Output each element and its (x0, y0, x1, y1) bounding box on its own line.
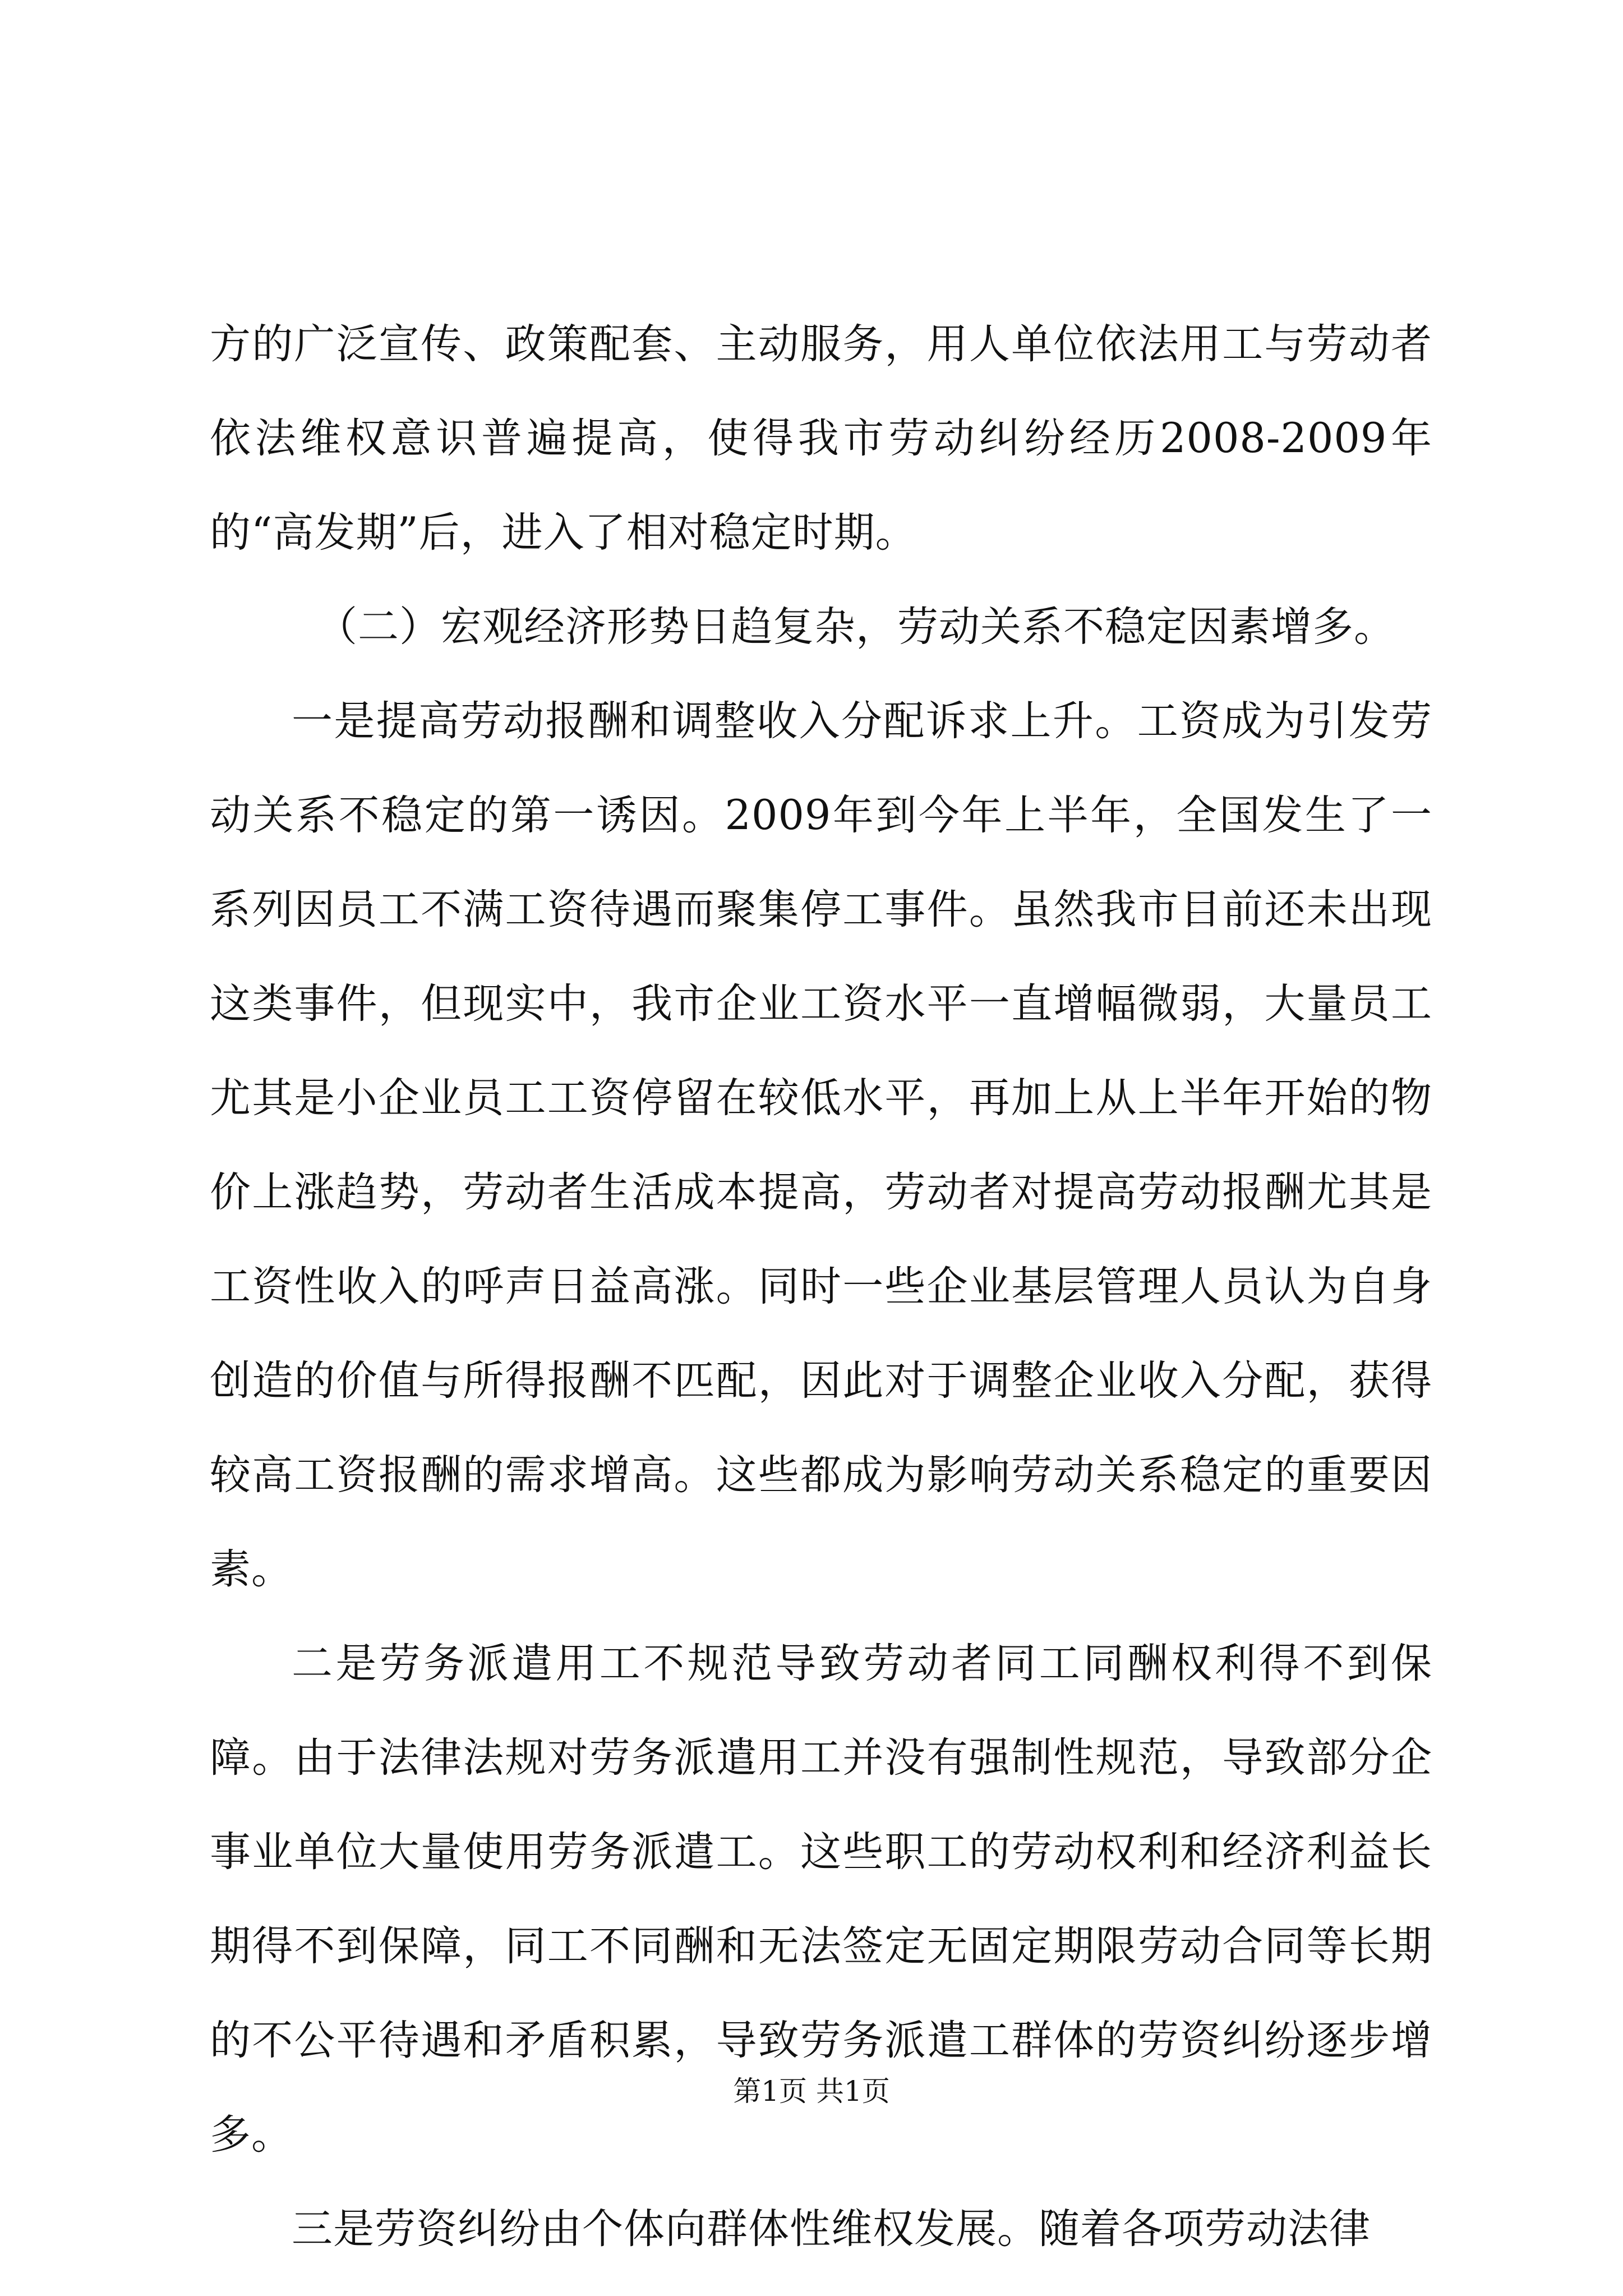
section-heading: （二）宏观经济形势日趋复杂，劳动关系不稳定因素增多。 (316, 603, 1395, 651)
paragraph-continuation: 方的广泛宣传、政策配套、主动服务，用人单位依法用工与劳动者依法维权意识普遍提高，使得我市劳动纠纷经历2008-2009年的“高发期”后，进入了相对稳定时期。 (210, 320, 1432, 556)
page-number-footer: 第1页 共1页 (733, 2075, 890, 2108)
paragraph-point-three: 三是劳资纠纷由个体向群体性维权发展。随着各项劳动法律 (292, 2205, 1371, 2253)
paragraph-point-two: 二是劳务派遣用工不规范导致劳动者同工同酬权利得不到保障。由于法律法规对劳务派遣用工并没有强制性规范，导致部分企事业单位大量使用劳务派遣工。这些职工的劳动权利和经济利益长期得不到保障，同工不同酬和无法签定无固定期限劳动合同等长期的不公平待遇和矛盾积累，导致劳务派遣工群体的劳资纠纷逐步增多。 (210, 1640, 1432, 2159)
paragraph-point-one: 一是提高劳动报酬和调整收入分配诉求上升。工资成为引发劳动关系不稳定的第一诱因。2009年到今年上半年，全国发生了一系列因员工不满工资待遇而聚集停工事件。虽然我市目前还未出现这类事件，但现实中，我市企业工资水平一直增幅微弱，大量员工尤其是小企业员工工资停留在较低水平，再加上从上半年开始的物价上涨趋势，劳动者生活成本提高，劳动者对提高劳动报酬尤其是工资性收入的呼声日益高涨。同时一些企业基层管理人员认为自身创造的价值与所得报酬不匹配，因此对于调整企业收入分配，获得较高工资报酬的需求增高。这些都成为影响劳动关系稳定的重要因素。 (210, 697, 1432, 1593)
document-body (210, 297, 1432, 2276)
